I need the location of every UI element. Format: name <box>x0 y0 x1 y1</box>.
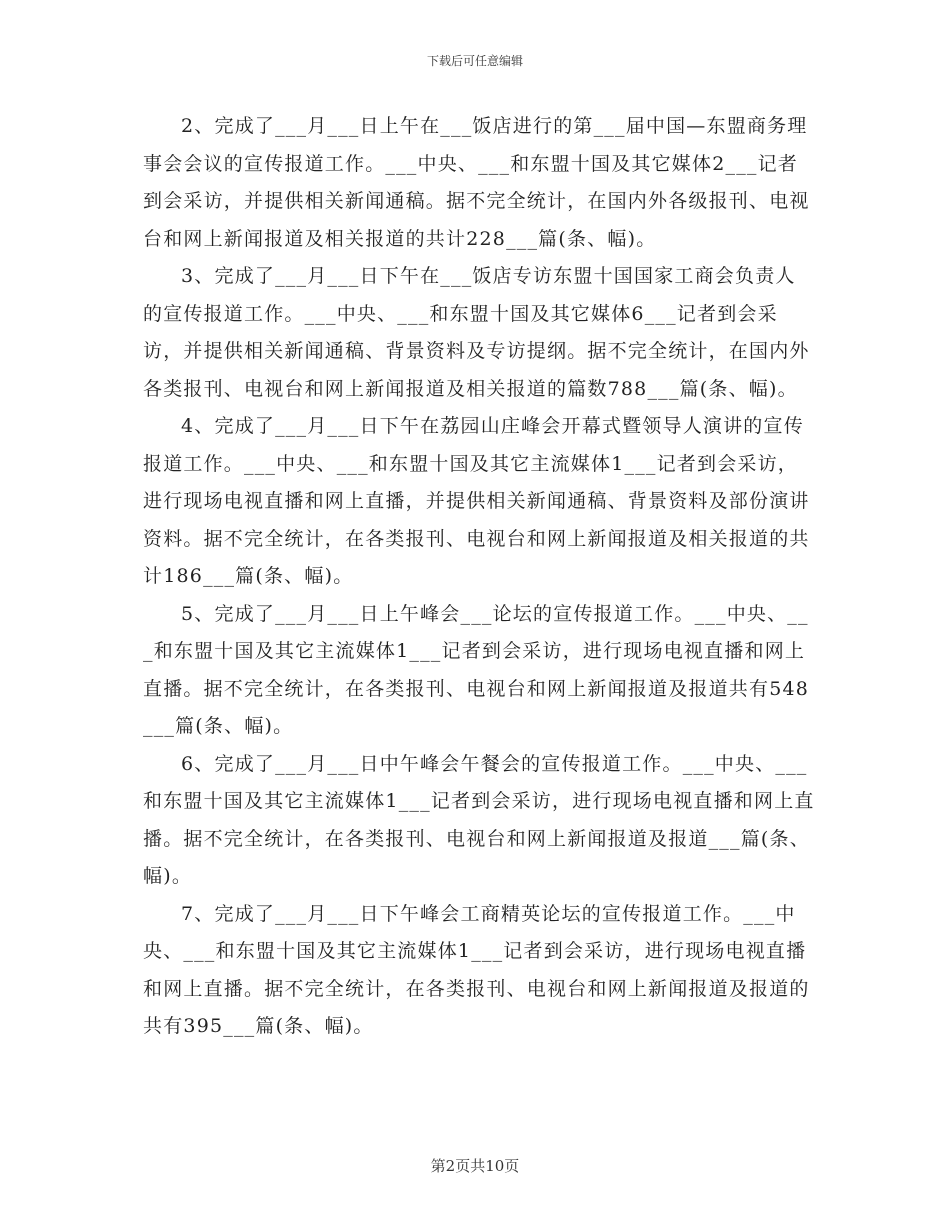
paragraph-item-5: 5、完成了___月___日上午峰会___论坛的宣传报道工作。___中央、___和东盟十国及其它主流媒体1___记者到会采访，进行现场电视直播和网上直播。据不完全统计，在各类报刊、电视台和网上新闻报道及报道共有548___篇(条、幅)。 <box>143 602 810 737</box>
paragraph-item-7: 7、完成了___月___日下午峰会工商精英论坛的宣传报道工作。___中央、___和东盟十国及其它主流媒体1___记者到会采访，进行现场电视直播和网上直播。据不完全统计，在各类报刊、电视台和网上新闻报道及报道的共有395___篇(条、幅)。 <box>143 902 810 1037</box>
page-number: 第2页共10页 <box>430 1157 520 1175</box>
paragraph-item-2: 2、完成了___月___日上午在___饭店进行的第___届中国—东盟商务理事会会议的宣传报道工作。___中央、___和东盟十国及其它媒体2___记者到会采访，并提供相关新闻通稿。据不完全统计，在国内外各级报刊、电视台和网上新闻报道及相关报道的共计228___篇(条、幅)。 <box>143 115 810 250</box>
paragraph-item-3: 3、完成了___月___日下午在___饭店专访东盟十国国家工商会负责人的宣传报道工作。___中央、___和东盟十国及其它媒体6___记者到会采访，并提供相关新闻通稿、背景资料及专访提纲。据不完全统计，在国内外各类报刊、电视台和网上新闻报道及相关报道的篇数788___篇(条、幅)。 <box>143 265 810 400</box>
document-body <box>143 108 815 1046</box>
paragraph-item-6: 6、完成了___月___日中午峰会午餐会的宣传报道工作。___中央、___和东盟十国及其它主流媒体1___记者到会采访，进行现场电视直播和网上直播。据不完全统计，在各类报刊、电视台和网上新闻报道及报道___篇(条、幅)。 <box>143 752 815 887</box>
paragraph-item-4: 4、完成了___月___日下午在荔园山庄峰会开幕式暨领导人演讲的宣传报道工作。___中央、___和东盟十国及其它主流媒体1___记者到会采访，进行现场电视直播和网上直播，并提供相关新闻通稿、背景资料及部份演讲资料。据不完全统计，在各类报刊、电视台和网上新闻报道及相关报道的共计186___篇(条、幅)。 <box>143 415 810 587</box>
page-header: 下载后可任意编辑 <box>426 54 523 68</box>
